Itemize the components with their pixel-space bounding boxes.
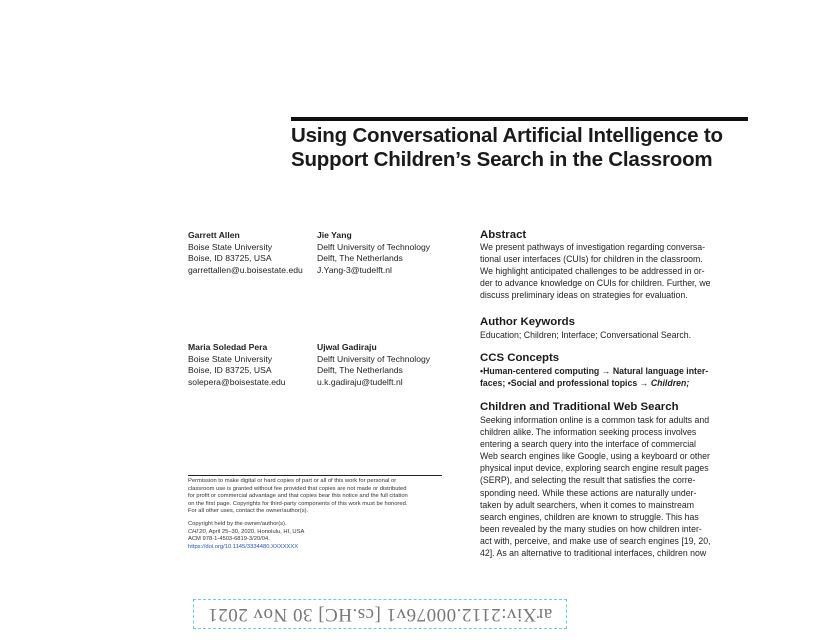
author-name: Jie Yang xyxy=(317,230,352,240)
ccs-body xyxy=(480,365,742,389)
author-block xyxy=(188,342,286,388)
venue-name: CHI’20, xyxy=(188,528,208,535)
permission-line: For all other uses, contact the owner/author(s). xyxy=(188,508,309,515)
author-email: J.Yang-3@tudelft.nl xyxy=(317,264,392,275)
author-affiliation: Boise State University xyxy=(188,241,273,252)
ccs-line-1: •Human-centered computing → Natural language inter- xyxy=(480,366,709,376)
copyright-acm: ACM 978-1-4503-6819-3/20/04. xyxy=(188,536,270,543)
author-address: Boise, ID 83725, USA xyxy=(188,365,272,376)
author-address: Boise, ID 83725, USA xyxy=(188,253,272,264)
section-line: Seeking information online is a common task for adults and xyxy=(480,415,710,425)
venue-details: April 25–30, 2020, Honolulu, HI, USA xyxy=(207,528,305,535)
title-line-2: Support Children’s Search in the Classroom xyxy=(291,148,713,171)
keywords-heading: Author Keywords xyxy=(480,316,575,328)
section-line: search engines, children are known to struggle. This has xyxy=(480,511,699,522)
section-line: children alike. The information seeking process involves xyxy=(480,427,697,438)
ccs-heading: CCS Concepts xyxy=(480,352,560,364)
ccs-children: Children; xyxy=(650,378,690,389)
author-affiliation: Delft University of Technology xyxy=(317,241,431,252)
section-line: Web search engines like Google, using a keyboard or other xyxy=(480,451,710,462)
abstract-body xyxy=(480,241,742,301)
copyright-held: Copyright held by the owner/author(s). xyxy=(188,521,287,527)
doi-link[interactable]: https://doi.org/10.1145/3334480.XXXXXXX xyxy=(188,543,299,550)
copyright-block xyxy=(188,521,450,551)
author-email: u.k.gadiraju@tudelft.nl xyxy=(317,376,403,387)
abstract-line: der to advance knowledge on CUIs for children. Further, we xyxy=(480,278,711,289)
title-rule xyxy=(291,117,748,121)
section-line: entering a search query into the interface of commercial xyxy=(480,439,696,450)
author-name: Maria Soledad Pera xyxy=(188,342,268,352)
author-block xyxy=(188,230,303,276)
abstract-line: discuss preliminary ideas on strategies for evaluation. xyxy=(480,290,688,301)
author-block xyxy=(317,342,430,388)
permission-line: Permission to make digital or hard copies of part or all of this work for personal or xyxy=(188,478,397,484)
keywords-body: Education; Children; Interface; Conversational Search. xyxy=(480,330,692,340)
paper-title xyxy=(291,124,761,172)
section-heading: Children and Traditional Web Search xyxy=(480,401,679,413)
author-address: Delft, The Netherlands xyxy=(317,365,403,376)
section-line: 42]. As an alternative to traditional interfaces, children now xyxy=(480,548,707,559)
footnote-rule xyxy=(188,475,442,476)
author-block xyxy=(317,230,430,276)
abstract-line: We highlight anticipated challenges to be addressed in or- xyxy=(480,266,705,277)
permission-line: for profit or commercial advantage and that copies bear this notice and the full citation xyxy=(188,493,408,500)
permission-notice xyxy=(188,478,450,516)
title-line-1: Using Conversational Artificial Intelligence to xyxy=(291,124,723,147)
section-line: (SERP), and selecting the result that satisfies the corre- xyxy=(480,475,696,486)
author-email: solepera@boisestate.edu xyxy=(188,376,286,387)
author-affiliation: Boise State University xyxy=(188,353,273,364)
section-line: sponding need. While these actions are naturally under- xyxy=(480,487,697,498)
author-name: Ujwal Gadiraju xyxy=(317,342,377,352)
author-name: Garrett Allen xyxy=(188,230,240,240)
author-affiliation: Delft University of Technology xyxy=(317,353,431,364)
ccs-line-2: faces; •Social and professional topics → xyxy=(480,378,651,389)
author-email: garrettallen@u.boisestate.edu xyxy=(188,264,303,275)
section-line: been revealed by the many studies on how children inter- xyxy=(480,523,702,534)
abstract-line: tional user interfaces (CUIs) for children in the classroom. xyxy=(480,254,703,265)
copyright-venue xyxy=(188,529,450,537)
section-line: act with, perceive, and make use of search engines [19, 20, xyxy=(480,535,711,546)
permission-line: on the first page. Copyrights for third-party components of this work must be honored. xyxy=(188,500,408,507)
section-line: physical input device, exploring search engine result pages xyxy=(480,463,709,474)
abstract-line: We present pathways of investigation regarding conversa- xyxy=(480,242,706,252)
arxiv-stamp: arXiv:2112.00076v1 [cs.HC] 30 Nov 2021 xyxy=(207,604,553,625)
permission-line: classroom use is granted without fee provided that copies are not made or distributed xyxy=(188,485,407,492)
section-line: taken by adult searchers, when it comes to mainstream xyxy=(480,499,694,510)
author-address: Delft, The Netherlands xyxy=(317,253,403,264)
abstract-heading: Abstract xyxy=(480,229,527,241)
section-body xyxy=(480,414,742,559)
